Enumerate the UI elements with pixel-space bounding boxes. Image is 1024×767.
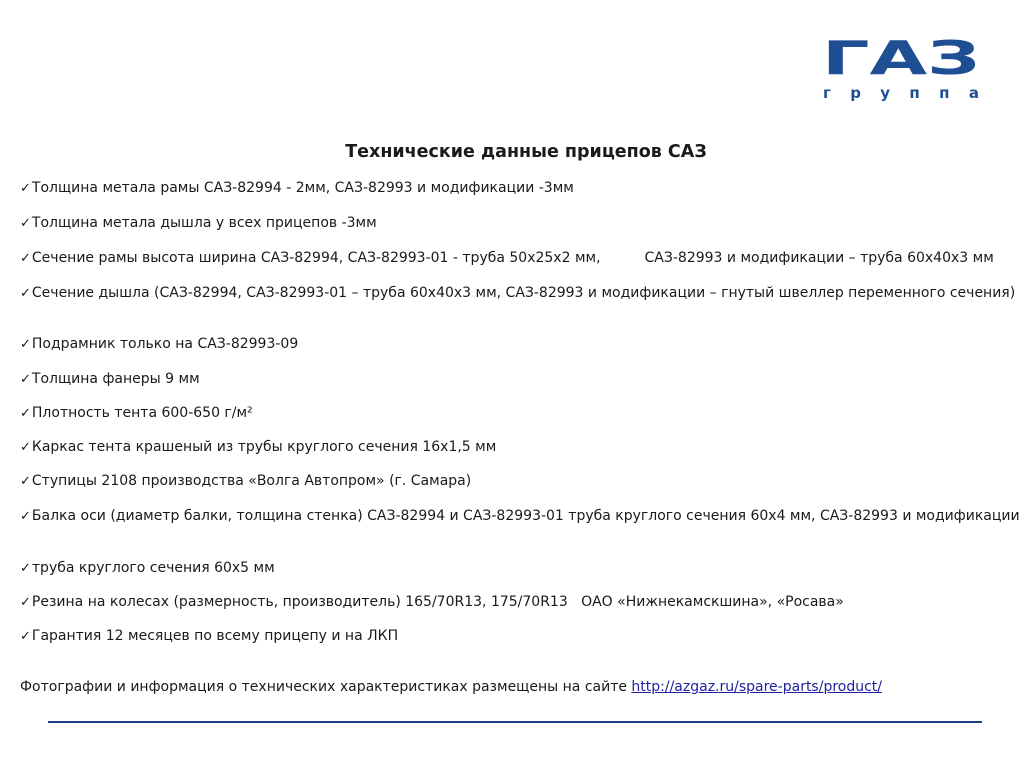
checkmark-icon: ✓ [20, 406, 31, 421]
checkmark-icon: ✓ [20, 474, 31, 489]
checkmark-icon: ✓ [20, 337, 31, 352]
checkmark-icon: ✓ [20, 286, 31, 301]
page-title: Технические данные прицепов САЗ [345, 142, 707, 162]
item-text: Балка оси (диаметр балки, толщина стенка) САЗ-82994 и САЗ-82993-01 труба круглого сечения 60х4 мм, САЗ-82993 и модификации [31, 508, 1020, 524]
logo-main-text: ГАЗ [822, 38, 980, 85]
checkmark-icon: ✓ [20, 181, 31, 196]
item-text: Каркас тента крашеный из трубы круглого сечения 16х1,5 мм [31, 439, 497, 455]
item-text-continued: САЗ-82993 и модификации – труба 60х40х3 мм [644, 250, 994, 266]
source-note-text: Фотографии и информация о технических характеристиках размещены на сайте [20, 679, 632, 695]
item-text: Плотность тента 600-650 г/м² [31, 405, 253, 421]
list-item [20, 250, 1020, 267]
checkmark-icon: ✓ [20, 629, 31, 644]
footer-divider [48, 721, 982, 723]
list-item [20, 180, 1020, 197]
list-item [20, 594, 1020, 611]
checkmark-icon: ✓ [20, 216, 31, 231]
list-item [20, 560, 1020, 577]
item-text: Ступицы 2108 производства «Волга Автопром» (г. Самара) [31, 473, 472, 489]
checkmark-icon: ✓ [20, 561, 31, 576]
list-item [20, 439, 1020, 456]
item-text: Сечение рамы высота ширина САЗ-82994, САЗ-82993-01 - труба 50х25х2 мм, [31, 250, 601, 266]
list-item [20, 336, 1020, 353]
product-link[interactable]: http://azgaz.ru/spare-parts/product/ [631, 679, 883, 695]
checkmark-icon: ✓ [20, 440, 31, 455]
list-item [20, 473, 1020, 490]
item-text: Толщина метала дышла у всех прицепов -3мм [31, 215, 377, 231]
item-text: труба круглого сечения 60х5 мм [31, 560, 275, 576]
list-item [20, 285, 1020, 302]
item-text: Сечение дышла (САЗ-82994, САЗ-82993-01 – труба 60х40х3 мм, САЗ-82993 и модификации – гнутый швеллер переменного сечения) [31, 285, 1016, 301]
source-note [20, 679, 882, 695]
item-text: Гарантия 12 месяцев по всему прицепу и на ЛКП [31, 628, 399, 644]
list-item [20, 371, 1020, 388]
checkmark-icon: ✓ [20, 509, 31, 524]
list-item [20, 215, 1020, 232]
logo-sub-text: группа [823, 84, 979, 102]
gaz-group-logo [820, 38, 982, 102]
item-text: Толщина метала рамы САЗ-82994 - 2мм, САЗ-82993 и модификации -3мм [31, 180, 574, 196]
gaz-logo-graphic [820, 38, 982, 102]
checkmark-icon: ✓ [20, 372, 31, 387]
item-text: Толщина фанеры 9 мм [31, 371, 200, 387]
list-item [20, 405, 1020, 422]
checkmark-icon: ✓ [20, 595, 31, 610]
item-text: Подрамник только на САЗ-82993-09 [31, 336, 299, 352]
item-text: Резина на колесах (размерность, производитель) 165/70R13, 175/70R13 ОАО «Нижнекамскшина», «Росава» [31, 594, 844, 610]
checkmark-icon: ✓ [20, 251, 31, 266]
list-item [20, 628, 1020, 645]
list-item [20, 508, 1020, 525]
